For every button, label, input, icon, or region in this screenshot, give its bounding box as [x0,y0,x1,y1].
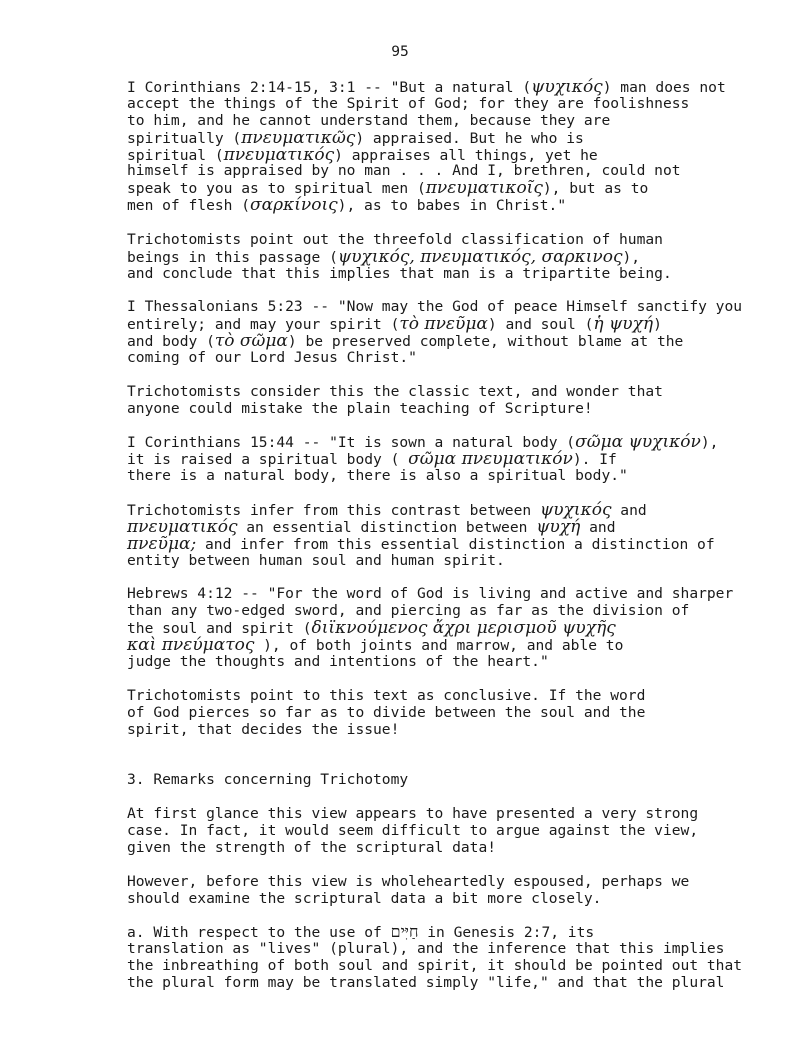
text-line [127,722,645,739]
commentary-threefold-classification [127,232,672,283]
greek-term: σῶμα ψυχικόν [575,432,701,452]
text-line [127,96,726,113]
greek-term: ψυχικός [531,77,603,97]
text-line [127,448,718,469]
text-line [127,823,698,840]
text-run: an essential distinction between [237,518,537,536]
greek-term: ψυχή [536,516,581,537]
text-run: himself is appraised by no man . . . And I, brethren, could not [127,162,681,180]
text-run: spirit, that decides the issue! [127,720,400,738]
greek-term: σῶμα πνευματικόν [408,448,573,469]
text-run: ) man does not [602,79,726,96]
text-line [127,79,726,96]
text-run: anyone could mistake the plain teaching of Scripture! [127,399,593,417]
text-run: entirely; and may your spirit ( [127,315,400,333]
section-heading: 3. Remarks concerning Trichotomy [127,771,409,788]
greek-term: σαρκίνοις [250,195,338,216]
text-run: it is raised a spiritual body ( [127,450,409,468]
text-line [127,874,689,891]
text-line [127,654,733,671]
citation-1-corinthians-2 [127,79,726,214]
text-line [127,384,663,401]
greek-term: ψυχικός, πνευματικός, σαρκινος [337,246,623,267]
text-run: given the strength of the scriptural data! [127,838,497,856]
text-run: and conclude that this implies that man is a tripartite being. [127,264,672,282]
text-run: coming of our Lord Jesus Christ." [127,348,417,366]
text-run: speak to you as to spiritual men ( [127,180,426,198]
text-run: Trichotomists point out the threefold classification of human [127,231,663,248]
text-run: ), but as to [542,180,649,198]
greek-term: πνευματικῶς [241,127,356,148]
citation-hebrews-4 [127,586,733,670]
text-line [127,891,689,908]
text-run: than any two-edged sword, and piercing as far as the division of [127,601,690,619]
greek-term: ἡ ψυχή [593,313,654,334]
text-run: and [580,518,616,536]
text-run: ). If [572,450,617,468]
text-run: and body ( [127,332,215,350]
text-line [127,806,698,823]
text-line [127,705,645,722]
text-run: ), as to babes in Christ." [337,197,567,215]
text-run: ) be preserved complete, without blame at the [287,332,684,350]
text-run: However, before this view is wholeheartedly espoused, perhaps we [127,873,690,890]
text-line [127,553,715,570]
text-run: ) and soul ( [487,315,594,333]
text-run: ), [700,434,719,451]
text-run: the soul and spirit ( [127,619,312,637]
text-run: case. In fact, it would seem difficult to argue against the view, [127,821,699,839]
greek-term: ψυχικός [539,500,612,520]
text-run: Hebrews 4:12 -- "For the word of God is living and active and sharper [127,585,734,602]
paragraph-first-glance [127,806,698,857]
text-run: Trichotomists consider this the classic text, and wonder that [127,383,663,400]
citation-1-corinthians-15 [127,434,718,485]
text-line [127,144,726,165]
text-line [127,246,672,267]
text-run: Trichotomists point to this text as conclusive. If the word [127,687,646,704]
text-run: spiritually ( [127,129,242,147]
text-run: I Corinthians 2:14-15, 3:1 -- "But a natural ( [127,79,532,96]
text-run: ), [622,248,641,266]
text-line [127,180,726,197]
text-line [127,924,742,941]
text-run: Trichotomists infer from this contrast between [127,502,540,519]
text-line [127,634,733,655]
text-run: the inbreathing of both soul and spirit, it should be pointed out that [127,956,743,974]
text-run: ) appraised. But he who is [355,129,584,147]
page-number: 95 [391,43,409,60]
text-line [127,350,742,367]
text-run: to him, and he cannot understand them, because they are [127,111,611,129]
text-run: beings in this passage ( [127,248,338,266]
text-line [127,958,742,975]
text-line [127,113,726,130]
text-run: and infer from this essential distinction a distinction of [196,535,715,553]
text-run: men of flesh ( [127,197,251,215]
text-line [127,127,726,148]
text-run: of God pierces so far as to divide between the soul and the [127,703,646,721]
text-run: ), of both joints and marrow, and able to [254,636,624,654]
text-line [127,516,715,537]
greek-term: πνευματικοῖς [425,178,543,199]
greek-term: πνευματικός [223,144,335,165]
paragraph-genesis-2-7 [127,924,742,992]
text-run: accept the things of the Spirit of God; for they are foolishness [127,94,690,112]
text-run: in Genesis 2:7, its [418,924,595,941]
text-line [127,401,663,418]
greek-term: τὸ πνεῦμα [399,313,488,334]
commentary-classic-text [127,384,663,418]
greek-term: καὶ πνεύματος [127,634,255,655]
text-line [127,330,742,351]
text-run: At first glance this view appears to have presented a very strong [127,805,699,822]
hebrew-term: חַיִּים [390,922,419,941]
greek-term: τὸ σῶμα [214,330,288,351]
text-run: and [611,502,647,519]
greek-term: πνευματικός [127,516,238,537]
greek-term: πνεῦμα; [127,533,197,554]
text-run: I Thessalonians 5:23 -- "Now may the God of peace Himself sanctify you [127,298,743,315]
text-run: ) [653,315,662,333]
text-line [127,975,742,992]
text-run: there is a natural body, there is also a spiritual body." [127,466,628,484]
greek-term: διϊκνούμενος ἄχρι μερισμοῦ ψυχῆς [311,617,616,638]
text-line [127,586,733,603]
text-run: ) appraises all things, yet he [334,146,598,164]
text-run: a. With respect to the use of [127,924,391,941]
citation-1-thessalonians-5 [127,299,742,367]
commentary-essential-distinction [127,502,715,570]
paragraph-examine-data [127,874,689,908]
text-run: the plural form may be translated simply "life," and that the plural [127,973,725,991]
text-line [127,840,698,857]
text-run: judge the thoughts and intentions of the heart." [127,652,549,670]
text-line [127,266,672,283]
text-run: should examine the scriptural data a bit more closely. [127,889,602,907]
text-run: entity between human soul and human spirit. [127,551,505,569]
text-line [127,197,726,214]
text-run: I Corinthians 15:44 -- "It is sown a natural body ( [127,434,576,451]
text-run: translation as "lives" (plural), and the inference that this implies [127,939,725,957]
commentary-conclusive [127,688,645,739]
text-line [127,468,718,485]
text-line [127,688,645,705]
text-run: spiritual ( [127,146,224,164]
text-line [127,941,742,958]
text-line [127,533,715,554]
